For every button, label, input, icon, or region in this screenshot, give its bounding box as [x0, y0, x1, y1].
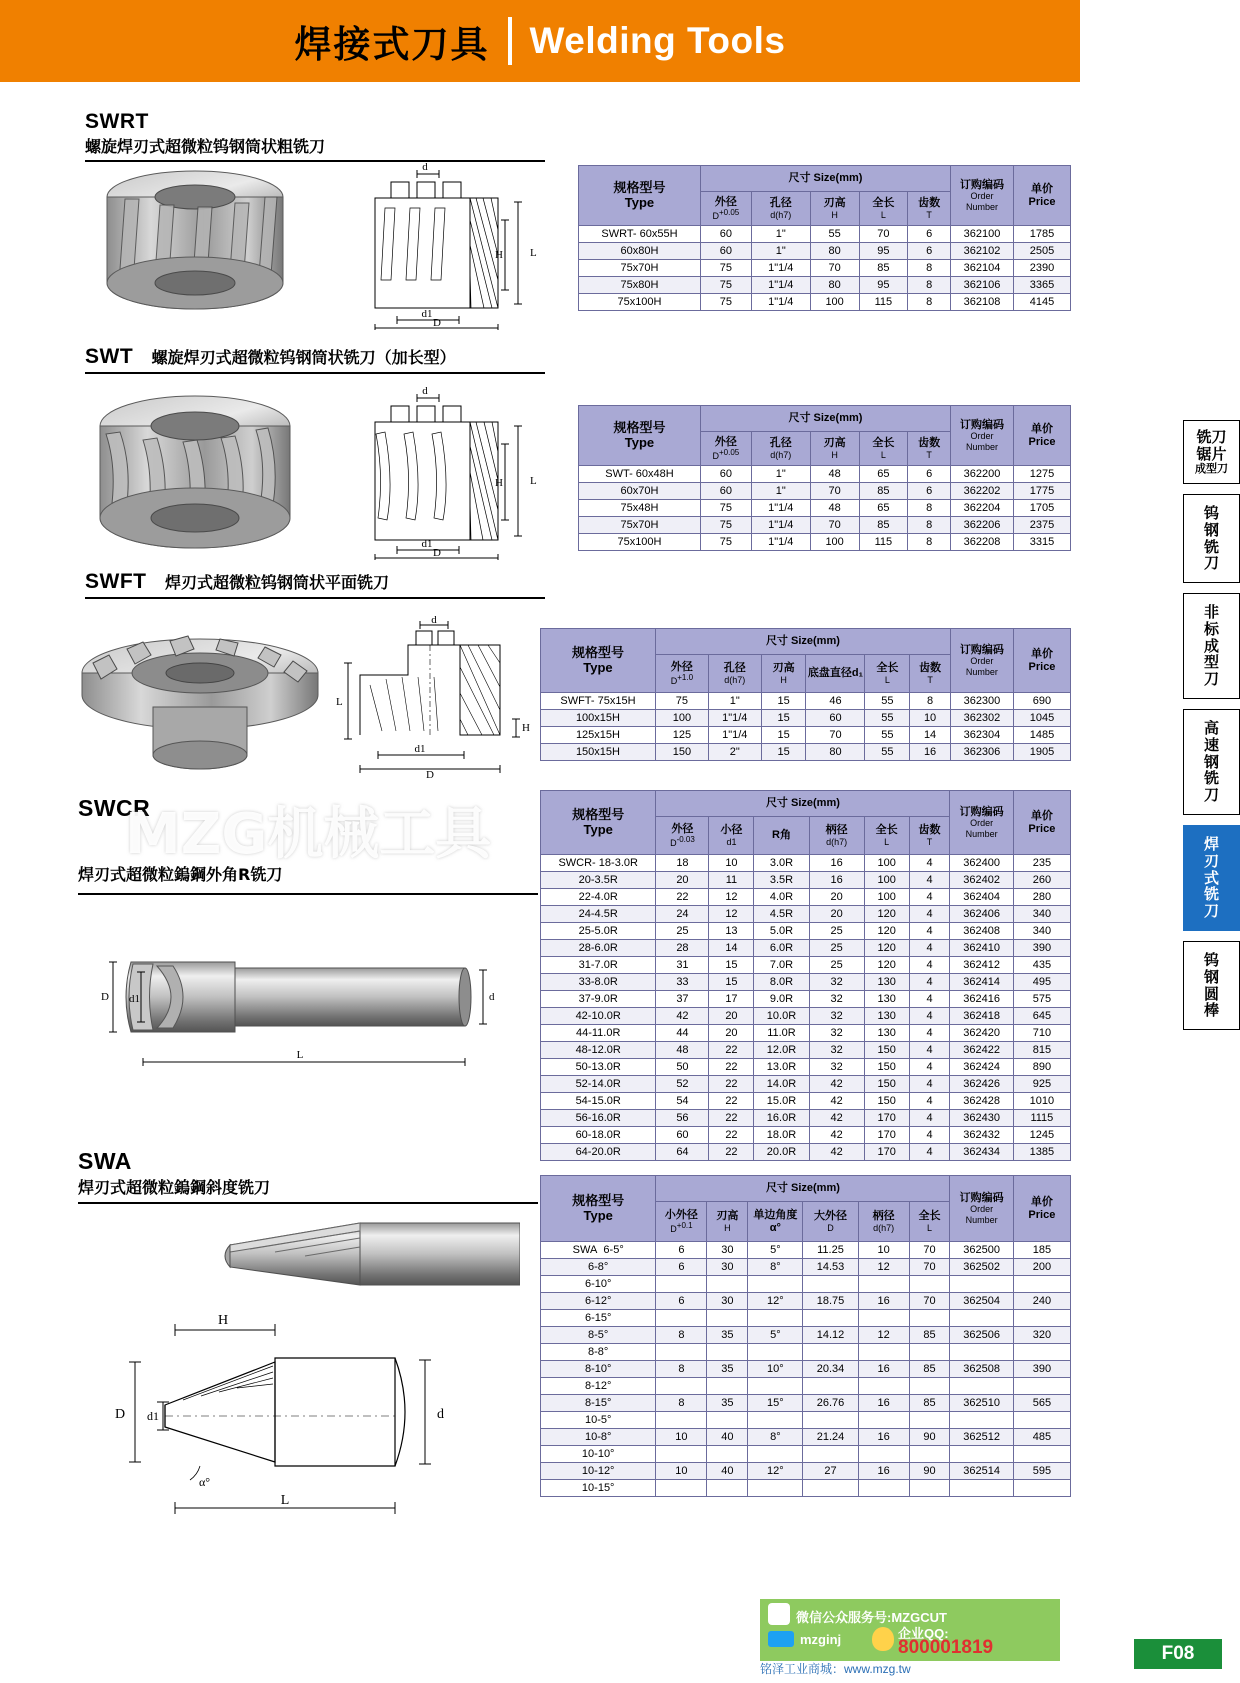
section-swt-title	[85, 345, 545, 374]
col-type: 规格型号 Type	[579, 406, 701, 466]
col-price: 单价 Price	[1014, 406, 1071, 466]
section-code: SWRT	[85, 110, 149, 133]
swcr-product-photo	[95, 940, 495, 1085]
tab-tungsten-round-bar[interactable]: 钨 钢 圆 棒	[1183, 941, 1240, 1030]
table-row[interactable]: 10-5°	[541, 1412, 1071, 1429]
qq-penguin-icon	[872, 1627, 894, 1651]
table-row[interactable]: 8-8°	[541, 1344, 1071, 1361]
section-swrt-title	[85, 110, 545, 162]
svg-text:L: L	[280, 1493, 290, 1508]
table-row[interactable]: 31-7.0R 31 15 7.0R 25 120 4 362412 435	[541, 957, 1071, 974]
svg-text:d: d	[422, 385, 428, 397]
col-large-outer-dia: 大外径 D	[803, 1202, 858, 1242]
svg-text:D: D	[426, 769, 434, 780]
table-row[interactable]: 28-6.0R 28 14 6.0R 25 120 4 362410 390	[541, 940, 1071, 957]
col-price: 单价 Price	[1013, 791, 1070, 855]
table-row[interactable]: 60x80H 60 1" 80 95 6 362102 2505	[579, 243, 1071, 260]
section-rule	[78, 893, 538, 895]
swrt-spec-table	[578, 165, 1071, 311]
col-shank-dia: 柄径 d(h7)	[858, 1202, 909, 1242]
cell-type: SWCR- 18-3.0R	[541, 855, 656, 872]
swcr-spec-table	[540, 790, 1071, 1161]
section-swa-title	[78, 1148, 538, 1204]
section-rule	[85, 597, 545, 599]
table-row[interactable]: 22-4.0R 22 12 4.0R 20 100 4 362404 280	[541, 889, 1071, 906]
table-row[interactable]: 56-16.0R 56 22 16.0R 42 170 4 362430 1115	[541, 1110, 1071, 1127]
col-shank-dia: 柄径 d(h7)	[809, 817, 864, 855]
swft-technical-drawing	[330, 615, 530, 780]
col-type: 规格型号 Type	[541, 1176, 656, 1242]
swft-spec-table	[540, 628, 1071, 761]
tab-milling-saw-form[interactable]: 铣刀 锯片 成型刀	[1183, 420, 1240, 484]
col-total-length: 全长 L	[865, 655, 910, 693]
watermark: MZG机械工具	[125, 802, 492, 867]
page-header	[0, 0, 1080, 82]
table-row[interactable]: 75x100H 75 1"1/4 100 115 8 362208 3315	[579, 534, 1071, 551]
swft-product-photo	[75, 615, 325, 790]
svg-text:d: d	[431, 615, 437, 626]
qq-label: 企业QQ:	[898, 1626, 949, 1641]
table-row[interactable]: 75x70H 75 1"1/4 70 85 8 362206 2375	[579, 517, 1071, 534]
table-row[interactable]: 64-20.0R 64 22 20.0R 42 170 4 362434 1385	[541, 1144, 1071, 1161]
svg-text:H: H	[495, 477, 503, 489]
table-row[interactable]: SWCR- 18-3.0R 18 10 3.0R 16 100 4 362400 235	[541, 855, 1071, 872]
col-small-dia: 小径 d1	[709, 817, 754, 855]
swt-product-photo	[75, 390, 315, 565]
page-footer	[0, 1591, 1240, 1683]
tab-welded-cutter[interactable]: 焊 刃 式 铣 刀	[1183, 825, 1240, 931]
wechat-label: 微信公众服务号:MZGCUT	[796, 1610, 947, 1625]
section-swft-title	[85, 570, 545, 599]
table-row[interactable]: 50-13.0R 50 22 13.0R 32 150 4 362424 890	[541, 1059, 1071, 1076]
col-order: 订购编码 Order Number	[950, 791, 1013, 855]
table-row[interactable]: 75x100H 75 1"1/4 100 115 8 362108 4145	[579, 294, 1071, 311]
table-row[interactable]: SWFT- 75x15H 75 1" 15 46 55 8 362300 690	[541, 693, 1071, 710]
table-row[interactable]: 33-8.0R 33 15 8.0R 32 130 4 362414 495	[541, 974, 1071, 991]
table-row[interactable]: 8-10° 8 35 10° 20.34 16 85 362508 390	[541, 1361, 1071, 1378]
table-row[interactable]: 42-10.0R 42 20 10.0R 32 130 4 362418 645	[541, 1008, 1071, 1025]
section-code: SWFT	[85, 570, 147, 593]
col-size-group: 尺寸 Size(mm)	[700, 406, 950, 432]
section-name: 焊刃式超微粒鎢鋼外角R铣刀	[78, 865, 283, 884]
col-angle: 单边角度α°	[748, 1202, 803, 1242]
col-type: 规格型号 Type	[579, 166, 701, 226]
swa-technical-drawing	[95, 1290, 515, 1525]
col-teeth: 齿数 T	[909, 817, 950, 855]
svg-text:H: H	[217, 1313, 229, 1328]
section-name: 焊刃式超微粒鎢鋼斜度铣刀	[78, 1178, 271, 1197]
wechat-icon	[768, 1603, 790, 1625]
svg-text:d: d	[422, 161, 428, 173]
svg-text:D: D	[433, 317, 441, 329]
swrt-product-photo	[80, 165, 310, 325]
table-row[interactable]: SWRT- 60x55H 60 1" 55 70 6 362100 1785	[579, 226, 1071, 243]
col-flute-height: 刃高 H	[761, 655, 806, 693]
section-code: SWA	[78, 1148, 132, 1174]
swt-spec-table	[578, 405, 1071, 551]
col-order: 订购编码 Order Number	[950, 1176, 1013, 1242]
col-price: 单价 Price	[1013, 629, 1070, 693]
svg-text:H: H	[522, 722, 530, 734]
section-name: 螺旋焊刃式超微粒钨钢筒状粗铣刀	[85, 137, 326, 156]
col-corner-radius: R角	[754, 817, 809, 855]
table-row[interactable]: 6-15°	[541, 1310, 1071, 1327]
col-order: 订购编码 Order Number	[950, 406, 1013, 466]
tab-tungsten-steel-cutter[interactable]: 钨 钢 铣 刀	[1183, 494, 1240, 583]
table-row[interactable]: 8-5° 8 35 5° 14.12 12 85 362506 320	[541, 1327, 1071, 1344]
table-row[interactable]: 20-3.5R 20 11 3.5R 16 100 4 362402 260	[541, 872, 1071, 889]
section-swcr-title	[78, 795, 538, 895]
svg-text:d1: d1	[129, 993, 140, 1005]
col-type: 规格型号 Type	[541, 791, 656, 855]
col-small-outer-dia: 小外径 D+0.1	[656, 1202, 707, 1242]
tab-hss-cutter[interactable]: 高 速 钢 铣 刀	[1183, 709, 1240, 815]
col-flute-height: 刃高 H	[810, 432, 859, 466]
col-base-dia: 底盘直径d₁	[806, 655, 865, 693]
table-row[interactable]: 54-15.0R 54 22 15.0R 42 150 4 362428 1010	[541, 1093, 1071, 1110]
table-row[interactable]: 10-15°	[541, 1480, 1071, 1497]
section-code: SWT	[85, 345, 134, 368]
table-row[interactable]: 10-8° 10 40 8° 21.24 16 90 362512 485	[541, 1429, 1071, 1446]
table-row[interactable]: 6-10°	[541, 1276, 1071, 1293]
table-row[interactable]: 6-8° 6 30 8° 14.53 12 70 362502 200	[541, 1259, 1071, 1276]
table-row[interactable]: 100x15H 100 1"1/4 15 60 55 10 362302 1045	[541, 710, 1071, 727]
col-outer-dia: 外径 D+0.05	[700, 432, 751, 466]
svg-text:d1: d1	[421, 538, 433, 550]
col-size-group: 尺寸 Size(mm)	[656, 1176, 950, 1202]
table-row[interactable]: SWT- 60x48H 60 1" 48 65 6 362200 1275	[579, 466, 1071, 483]
swt-technical-drawing	[355, 380, 550, 560]
col-bore: 孔径 d(h7)	[708, 655, 761, 693]
col-bore: 孔径 d(h7)	[751, 432, 810, 466]
svg-text:L: L	[530, 247, 537, 259]
col-size-group: 尺寸 Size(mm)	[656, 791, 950, 817]
svg-text:L: L	[296, 1049, 304, 1061]
col-price: 单价 Price	[1013, 1176, 1070, 1242]
table-row[interactable]: 60-18.0R 60 22 18.0R 42 170 4 362432 1245	[541, 1127, 1071, 1144]
col-type: 规格型号 Type	[541, 629, 656, 693]
col-total-length: 全长 L	[859, 192, 908, 226]
skype-icon	[768, 1631, 794, 1647]
col-bore: 孔径 d(h7)	[751, 192, 810, 226]
section-name: 焊刃式超微粒钨钢筒状平面铣刀	[164, 573, 389, 592]
cell-type: SWT- 60x48H	[579, 466, 701, 483]
swa-rows	[541, 1242, 1071, 1497]
svg-text:L: L	[336, 696, 343, 708]
svg-text:d1: d1	[421, 308, 433, 320]
col-teeth: 齿数 T	[908, 192, 951, 226]
table-row[interactable]: 48-12.0R 48 22 12.0R 32 150 4 362422 815	[541, 1042, 1071, 1059]
col-order: 订购编码 Order Number	[950, 166, 1013, 226]
svg-text:d1: d1	[414, 743, 426, 755]
swrt-technical-drawing	[355, 160, 550, 330]
table-row[interactable]: 150x15H 150 2" 15 80 55 16 362306 1905	[541, 744, 1071, 761]
col-order: 订购编码 Order Number	[950, 629, 1013, 693]
header-divider	[508, 17, 512, 65]
table-row[interactable]: 125x15H 125 1"1/4 15 70 55 14 362304 1485	[541, 727, 1071, 744]
col-flute-height: 刃高 H	[810, 192, 859, 226]
cell-type: SWFT- 75x15H	[541, 693, 656, 710]
qq-number[interactable]: 800001819	[898, 1637, 994, 1658]
site-footer-text[interactable]: 铭泽工业商城：www.mzg.tw	[760, 1662, 911, 1676]
col-size-group: 尺寸 Size(mm)	[655, 629, 950, 655]
table-row[interactable]: 8-12°	[541, 1378, 1071, 1395]
col-total-length: 全长 L	[859, 432, 908, 466]
cell-type: SWA 6-5°	[541, 1242, 656, 1259]
svg-text:L: L	[530, 475, 537, 487]
header-title-cn: 焊接式刀具	[294, 23, 490, 66]
page-number-badge: F08	[1134, 1639, 1222, 1669]
section-name: 螺旋焊刃式超微粒钨钢筒状铣刀（加长型）	[151, 348, 456, 367]
col-total-length: 全长 L	[909, 1202, 950, 1242]
col-teeth: 齿数 T	[910, 655, 951, 693]
table-row[interactable]: 75x70H 75 1"1/4 70 85 8 362104 2390	[579, 260, 1071, 277]
tab-nonstandard-form-cutter[interactable]: 非 标 成 型 刀	[1183, 593, 1240, 699]
header-title-en: Welding Tools	[529, 20, 786, 61]
svg-text:d1: d1	[147, 1409, 159, 1423]
table-row[interactable]: 52-14.0R 52 22 14.0R 42 150 4 362426 925	[541, 1076, 1071, 1093]
table-row[interactable]: 37-9.0R 37 17 9.0R 32 130 4 362416 575	[541, 991, 1071, 1008]
svg-text:D: D	[115, 1407, 126, 1422]
table-row[interactable]: 44-11.0R 44 20 11.0R 32 130 4 362420 710	[541, 1025, 1071, 1042]
table-row[interactable]: 25-5.0R 25 13 5.0R 25 120 4 362408 340	[541, 923, 1071, 940]
svg-text:H: H	[495, 249, 503, 261]
col-outer-dia: 外径 D+1.0	[655, 655, 708, 693]
swa-spec-table	[540, 1175, 1071, 1497]
table-row[interactable]: 60x70H 60 1" 70 85 6 362202 1775	[579, 483, 1071, 500]
table-row[interactable]: 75x48H 75 1"1/4 48 65 8 362204 1705	[579, 500, 1071, 517]
table-row[interactable]: 10-12° 10 40 12° 27 16 90 362514 595	[541, 1463, 1071, 1480]
side-tab-rail	[1183, 420, 1240, 1034]
section-code: SWCR	[78, 795, 151, 821]
table-row[interactable]: 6-12° 6 30 12° 18.75 16 70 362504 240	[541, 1293, 1071, 1310]
table-row[interactable]: 24-4.5R 24 12 4.5R 20 120 4 362406 340	[541, 906, 1071, 923]
section-rule	[78, 1202, 538, 1204]
header-right-blank	[1080, 0, 1240, 82]
svg-text:d: d	[489, 991, 495, 1003]
svg-text:α°: α°	[199, 1475, 211, 1489]
col-total-length: 全长 L	[864, 817, 909, 855]
col-outer-dia: 外径 D-0.03	[656, 817, 709, 855]
col-outer-dia: 外径 D+0.05	[700, 192, 751, 226]
col-size-group: 尺寸 Size(mm)	[700, 166, 950, 192]
svg-text:D: D	[433, 547, 441, 559]
table-row[interactable]: 8-15° 8 35 15° 26.76 16 85 362510 565	[541, 1395, 1071, 1412]
svg-text:d: d	[437, 1407, 444, 1422]
cell-type: SWRT- 60x55H	[579, 226, 701, 243]
swcr-rows	[541, 855, 1071, 1161]
table-row[interactable]: SWA 6-5° 6 30 5° 11.25 10 70 362500 185	[541, 1242, 1071, 1259]
table-row[interactable]: 75x80H 75 1"1/4 80 95 8 362106 3365	[579, 277, 1071, 294]
col-price: 单价 Price	[1014, 166, 1071, 226]
section-rule	[85, 372, 545, 374]
table-row[interactable]: 10-10°	[541, 1446, 1071, 1463]
col-teeth: 齿数 T	[908, 432, 951, 466]
col-flute-height: 刃高 H	[707, 1202, 748, 1242]
skype-id: mzginj	[800, 1632, 842, 1647]
svg-text:D: D	[101, 991, 109, 1003]
